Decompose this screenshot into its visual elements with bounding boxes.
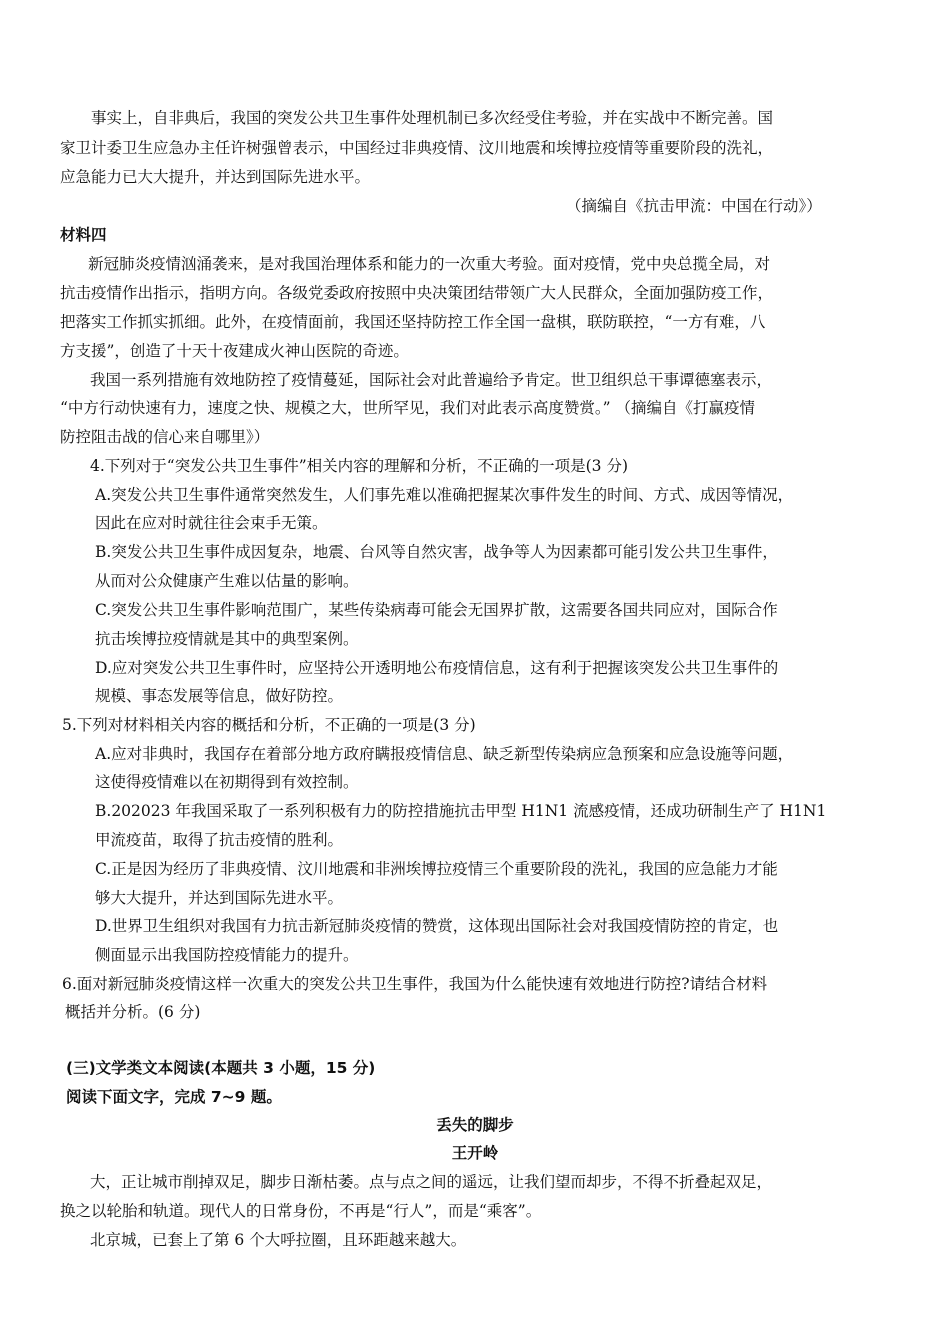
q4-stem: 4.下列对于“突发公共卫生事件”相关内容的理解和分析，不正确的一项是(3 分) xyxy=(90,457,629,475)
article-p2: 北京城，已套上了第 6 个大呼拉圈，且环距越来越大。 xyxy=(90,1231,467,1249)
article-author: 王开岭 xyxy=(451,1144,499,1162)
section3-instruction: 阅读下面文字，完成 7~9 题。 xyxy=(66,1088,282,1106)
material3-line-1: 事实上，自非典后，我国的突发公共卫生事件处理机制已多次经受住考验，并在实战中不断完善。国 xyxy=(91,109,774,127)
material3-line-3: 应急能力已大大提升，并达到国际先进水平。 xyxy=(60,168,371,186)
q4-option-b-line-1: B.突发公共卫生事件成因复杂，地震、台风等自然灾害，战争等人为因素都可能引发公共卫生事件， xyxy=(95,543,778,561)
q4-option-c-line-1: C.突发公共卫生事件影响范围广，某些传染病毒可能会无国界扩散，这需要各国共同应对，国际合作 xyxy=(95,601,778,619)
article-title: 丢失的脚步 xyxy=(436,1116,514,1134)
q5-option-d-line-1: D.世界卫生组织对我国有力抗击新冠肺炎疫情的赞赏，这体现出国际社会对我国疫情防控的肯定，也 xyxy=(95,917,779,935)
q5-option-b-line-1: B.202023 年我国采取了一系列积极有力的防控措施抗击甲型 H1N1 流感疫情，还成功研制生产了 H1N1 xyxy=(95,802,827,820)
material4-p1-line-1: 新冠肺炎疫情汹涌袭来，是对我国治理体系和能力的一次重大考验。面对疫情，党中央总揽全局，对 xyxy=(88,255,771,273)
material4-p1-line-4: 方支援”，创造了十天十夜建成火神山医院的奇迹。 xyxy=(60,342,409,360)
q5-stem: 5.下列对材料相关内容的概括和分析，不正确的一项是(3 分) xyxy=(62,716,476,734)
q5-option-d-line-2: 侧面显示出我国防控疫情能力的提升。 xyxy=(95,946,359,964)
q5-option-a-line-1: A.应对非典时，我国存在着部分地方政府瞒报疫情信息、缺乏新型传染病应急预案和应急设施等问题， xyxy=(95,745,794,763)
q6-line-2: 概括并分析。(6 分) xyxy=(65,1003,201,1021)
q4-option-a-line-1: A.突发公共卫生事件通常突然发生，人们事先难以准确把握某次事件发生的时间、方式、成因等情况， xyxy=(95,486,794,504)
q5-option-b-line-2: 甲流疫苗，取得了抗击疫情的胜利。 xyxy=(95,831,344,849)
q4-option-a-line-2: 因此在应对时就往往会束手无策。 xyxy=(95,514,328,532)
q4-option-d-line-2: 规模、事态发展等信息，做好防控。 xyxy=(95,687,344,705)
article-p1-line-1: 大，正让城市削掉双足，脚步日渐枯萎。点与点之间的遥远，让我们望而却步，不得不折叠起双足， xyxy=(90,1173,773,1191)
material4-p1-line-3: 把落实工作抓实抓细。此外，在疫情面前，我国还坚持防控工作全国一盘棋，联防联控，“一方有难，八 xyxy=(60,313,766,331)
material3-source: （摘编自《抗击甲流：中国在行动》） xyxy=(566,197,822,215)
material4-heading: 材料四 xyxy=(60,226,107,244)
article-p1-line-2: 换之以轮胎和轨道。现代人的日常身份，不再是“行人”，而是“乘客”。 xyxy=(60,1202,542,1220)
section3-heading: (三)文学类文本阅读(本题共 3 小题，15 分) xyxy=(66,1059,376,1077)
material4-p2-line-1: 我国一系列措施有效地防控了疫情蔓延，国际社会对此普遍给予肯定。世卫组织总干事谭德塞表示， xyxy=(90,371,773,389)
q5-option-c-line-2: 够大大提升，并达到国际先进水平。 xyxy=(95,889,344,907)
material4-p2-line-2: “中方行动快速有力，速度之快、规模之大，世所罕见，我们对此表示高度赞赏。” （摘编自《打赢疫情 xyxy=(60,399,756,417)
q4-option-b-line-2: 从而对公众健康产生难以估量的影响。 xyxy=(95,572,359,590)
q4-option-c-line-2: 抗击埃博拉疫情就是其中的典型案例。 xyxy=(95,630,359,648)
material4-p2-line-3: 防控阻击战的信心来自哪里》） xyxy=(60,428,270,446)
q5-option-a-line-2: 这使得疫情难以在初期得到有效控制。 xyxy=(95,773,359,791)
q5-option-c-line-1: C.正是因为经历了非典疫情、汶川地震和非洲埃博拉疫情三个重要阶段的洗礼，我国的应急能力才能 xyxy=(95,860,778,878)
material4-p1-line-2: 抗击疫情作出指示，指明方向。各级党委政府按照中央决策团结带领广大人民群众，全面加强防疫工作， xyxy=(60,284,774,302)
material3-line-2: 家卫计委卫生应急办主任许树强曾表示，中国经过非典疫情、汶川地震和埃博拉疫情等重要阶段的洗礼， xyxy=(60,139,774,157)
q6-line-1: 6.面对新冠肺炎疫情这样一次重大的突发公共卫生事件，我国为什么能快速有效地进行防控?请结合材料 xyxy=(62,975,768,993)
q4-option-d-line-1: D.应对突发公共卫生事件时，应坚持公开透明地公布疫情信息，这有利于把握该突发公共卫生事件的 xyxy=(95,659,779,677)
